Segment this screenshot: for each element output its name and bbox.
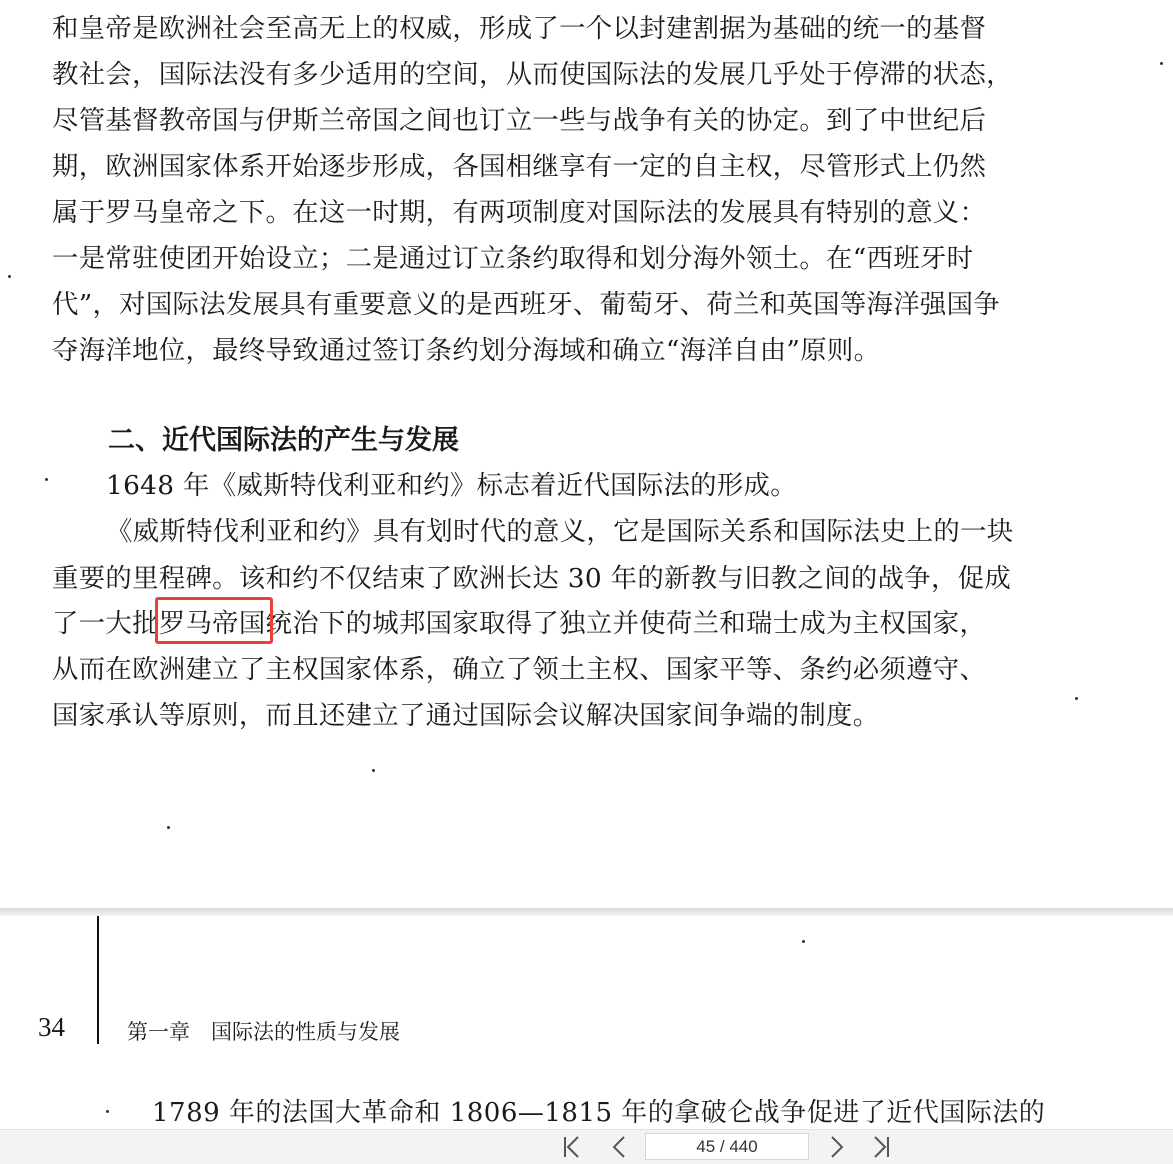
scan-speck [106,1110,109,1113]
text-line: 《威斯特伐利亚和约》具有划时代的意义，它是国际关系和国际法史上的一块 [106,516,1014,547]
search-highlight-box [155,597,273,644]
scan-speck [45,478,48,481]
text-line: 教社会，国际法没有多少适用的空间，从而使国际法的发展几乎处于停滞的状态， [52,59,1013,90]
page-separator [0,908,1173,916]
scan-speck [372,769,375,772]
page-number: 34 [38,1012,65,1042]
text-line: 期，欧洲国家体系开始逐步形成，各国相继享有一定的自主权，尽管形式上仍然 [52,151,987,182]
prev-page-button[interactable] [604,1132,634,1162]
pdf-navigation-toolbar [0,1129,1173,1164]
scan-speck [802,940,805,943]
document-page-bottom [0,916,1173,1130]
text-line: 尽管基督教帝国与伊斯兰帝国之间也订立一些与战争有关的协定。到了中世纪后 [52,105,987,136]
prev-page-icon [610,1135,628,1159]
text-line: 了一大批罗马帝国统治下的城邦国家取得了独立并使荷兰和瑞士成为主权国家， [52,608,987,639]
last-page-icon [870,1135,892,1159]
page-number-input[interactable]: 45 / 440 [645,1133,809,1160]
section-heading: 二、近代国际法的产生与发展 [108,425,459,456]
text-line: 代”，对国际法发展具有重要意义的是西班牙、葡萄牙、荷兰和英国等海洋强国争 [52,289,1000,320]
scan-speck [1075,697,1078,700]
text-line: 国家承认等原则，而且还建立了通过国际会议解决国家间争端的制度。 [52,700,880,731]
text-line: 1789 年的法国大革命和 1806—1815 年的拿破仑战争促进了近代国际法的 [152,1098,1046,1128]
text-line: 和皇帝是欧洲社会至高无上的权威，形成了一个以封建割据为基础的统一的基督 [52,13,987,44]
first-page-icon [561,1135,583,1159]
text-line: 重要的里程碑。该和约不仅结束了欧洲长达 30 年的新教与旧教之间的战争，促成 [52,563,1012,594]
scan-speck [1160,62,1163,65]
header-rule [97,916,99,1044]
text-line: 属于罗马皇帝之下。在这一时期，有两项制度对国际法的发展具有特别的意义： [52,197,987,228]
chapter-header: 第一章 国际法的性质与发展 [127,1020,400,1044]
scan-speck [167,826,170,829]
scan-speck [8,275,11,278]
next-page-icon [828,1135,846,1159]
text-line: 夺海洋地位，最终导致通过签订条约划分海域和确立“海洋自由”原则。 [52,335,881,366]
first-page-button[interactable] [557,1132,587,1162]
next-page-button[interactable] [822,1132,852,1162]
text-line: 从而在欧洲建立了主权国家体系，确立了领土主权、国家平等、条约必须遵守、 [52,654,987,685]
text-line: 1648 年《威斯特伐利亚和约》标志着近代国际法的形成。 [106,470,797,501]
last-page-button[interactable] [866,1132,896,1162]
text-line: 一是常驻使团开始设立；二是通过订立条约取得和划分海外领土。在“西班牙时 [52,243,974,274]
